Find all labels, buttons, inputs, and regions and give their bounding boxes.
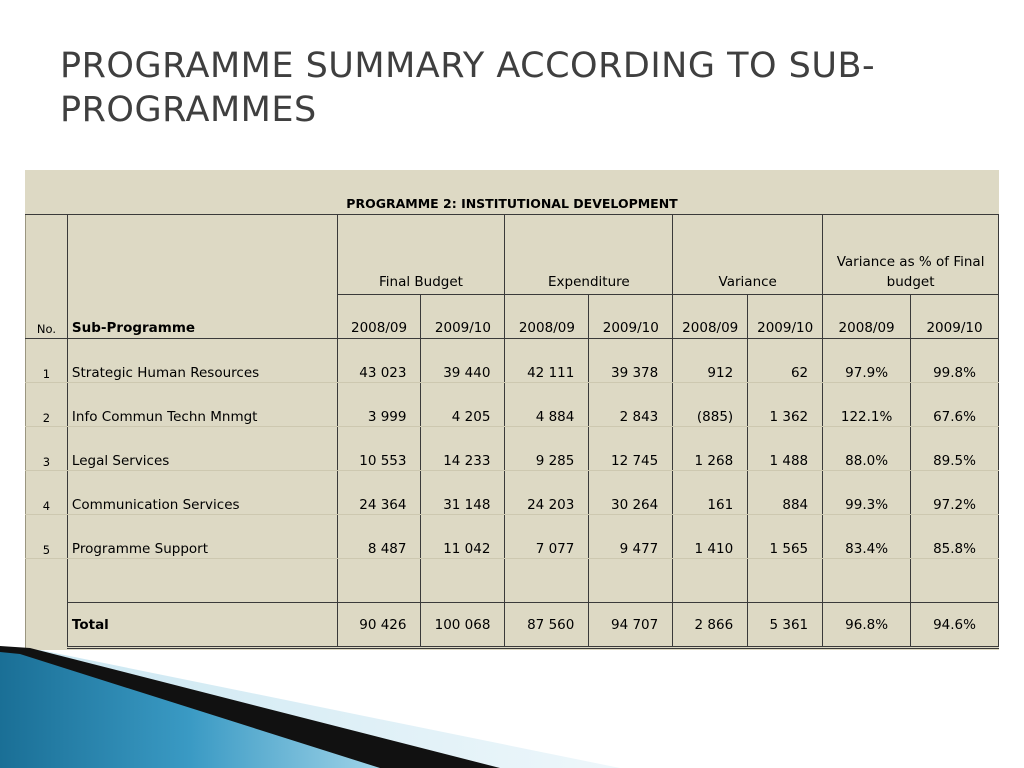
group-header-row	[26, 215, 999, 295]
decorative-swoosh	[0, 640, 1024, 768]
sub-programme-name: Strategic Human Resources	[67, 339, 337, 383]
cell-value: 1 488	[748, 427, 823, 471]
slide-title: PROGRAMME SUMMARY ACCORDING TO SUB-PROGRAMMES	[60, 46, 876, 130]
cell-value: 31 148	[421, 471, 505, 515]
programme-table-panel	[25, 170, 999, 650]
col-no-header: No.	[26, 295, 68, 339]
row-number: 4	[26, 471, 68, 515]
cell-value: 97.9%	[823, 339, 911, 383]
spacer-row	[26, 559, 999, 603]
year-header: 2009/10	[911, 295, 999, 339]
row-number: 3	[26, 427, 68, 471]
cell-value: 10 553	[337, 427, 421, 471]
year-header: 2009/10	[589, 295, 673, 339]
final-budget-header: Final Budget	[337, 215, 505, 295]
cell-value: 3 999	[337, 383, 421, 427]
cell-value: 67.6%	[911, 383, 999, 427]
cell-value: 24 203	[505, 471, 589, 515]
table-row	[26, 383, 999, 427]
cell-value: 43 023	[337, 339, 421, 383]
sub-programme-name: Communication Services	[67, 471, 337, 515]
variance-pct-header: Variance as % of Final budget	[823, 215, 999, 295]
year-header-row	[26, 295, 999, 339]
year-header: 2009/10	[748, 295, 823, 339]
total-value: 100 068	[421, 603, 505, 648]
cell-value: 97.2%	[911, 471, 999, 515]
cell-value: 9 477	[589, 515, 673, 559]
cell-value: 2 843	[589, 383, 673, 427]
table-row	[26, 515, 999, 559]
sub-programme-name: Programme Support	[67, 515, 337, 559]
sub-programme-name: Legal Services	[67, 427, 337, 471]
cell-value: 85.8%	[911, 515, 999, 559]
row-number: 2	[26, 383, 68, 427]
cell-value: 12 745	[589, 427, 673, 471]
year-header: 2008/09	[823, 295, 911, 339]
total-value: 94 707	[589, 603, 673, 648]
row-number: 1	[26, 339, 68, 383]
programme-summary-table	[25, 214, 999, 649]
cell-value: 161	[673, 471, 748, 515]
cell-value: 99.8%	[911, 339, 999, 383]
total-value: 5 361	[748, 603, 823, 648]
row-number: 5	[26, 515, 68, 559]
cell-value: 39 378	[589, 339, 673, 383]
year-header: 2008/09	[673, 295, 748, 339]
cell-value: 39 440	[421, 339, 505, 383]
cell-value: 99.3%	[823, 471, 911, 515]
cell-value: 1 565	[748, 515, 823, 559]
cell-value: 4 884	[505, 383, 589, 427]
total-value: 94.6%	[911, 603, 999, 648]
cell-value: 912	[673, 339, 748, 383]
cell-value: 14 233	[421, 427, 505, 471]
col-sub-programme-header: Sub-Programme	[67, 295, 337, 339]
table-row	[26, 471, 999, 515]
total-value: 2 866	[673, 603, 748, 648]
cell-value: 884	[748, 471, 823, 515]
cell-value: 24 364	[337, 471, 421, 515]
cell-value: 89.5%	[911, 427, 999, 471]
variance-header: Variance	[673, 215, 823, 295]
cell-value: 11 042	[421, 515, 505, 559]
table-row	[26, 339, 999, 383]
cell-value: 42 111	[505, 339, 589, 383]
cell-value: 122.1%	[823, 383, 911, 427]
programme-title: PROGRAMME 2: INSTITUTIONAL DEVELOPMENT	[346, 196, 678, 211]
year-header: 2008/09	[337, 295, 421, 339]
cell-value: 1 410	[673, 515, 748, 559]
sub-programme-name: Info Commun Techn Mnmgt	[67, 383, 337, 427]
cell-value: 88.0%	[823, 427, 911, 471]
cell-value: 1 362	[748, 383, 823, 427]
total-value: 90 426	[337, 603, 421, 648]
expenditure-header: Expenditure	[505, 215, 673, 295]
total-label: Total	[67, 603, 337, 648]
table-row	[26, 427, 999, 471]
cell-value: (885)	[673, 383, 748, 427]
cell-value: 7 077	[505, 515, 589, 559]
total-value: 96.8%	[823, 603, 911, 648]
cell-value: 8 487	[337, 515, 421, 559]
cell-value: 62	[748, 339, 823, 383]
cell-value: 9 285	[505, 427, 589, 471]
cell-value: 1 268	[673, 427, 748, 471]
cell-value: 30 264	[589, 471, 673, 515]
cell-value: 83.4%	[823, 515, 911, 559]
cell-value: 4 205	[421, 383, 505, 427]
total-value: 87 560	[505, 603, 589, 648]
year-header: 2009/10	[421, 295, 505, 339]
year-header: 2008/09	[505, 295, 589, 339]
